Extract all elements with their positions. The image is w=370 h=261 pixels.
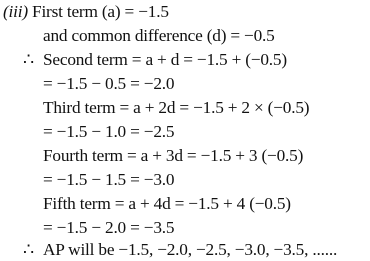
solution-line-2 (43, 26, 275, 46)
second-term-text: Second term = a + d = −1.5 + (−0.5) (43, 50, 287, 69)
fifth-term-text: Fifth term = a + 4d = −1.5 + 4 (−0.5) (43, 194, 291, 213)
solution-line-3 (23, 50, 287, 70)
common-difference-text: and common difference (d) = −0.5 (43, 26, 275, 45)
fourth-term-result: = −1.5 − 1.5 = −3.0 (43, 170, 175, 189)
third-term-text: Third term = a + 2d = −1.5 + 2 × (−0.5) (43, 98, 310, 117)
item-label: (iii) (3, 2, 28, 21)
solution-line-10 (43, 218, 174, 238)
solution-line-1 (3, 2, 169, 22)
ap-conclusion-text: AP will be −1.5, −2.0, −2.5, −3.0, −3.5, ...... (43, 240, 338, 259)
solution-line-7 (43, 146, 303, 166)
solution-line-8 (43, 170, 174, 190)
therefore-symbol: ∴ (23, 50, 34, 69)
third-term-result: = −1.5 − 1.0 = −2.5 (43, 122, 175, 141)
fourth-term-text: Fourth term = a + 3d = −1.5 + 3 (−0.5) (43, 146, 304, 165)
solution-line-5 (43, 98, 309, 118)
fifth-term-result: = −1.5 − 2.0 = −3.5 (43, 218, 175, 237)
solution-line-4 (43, 74, 174, 94)
second-term-result: = −1.5 − 0.5 = −2.0 (43, 74, 175, 93)
solution-line-9 (43, 194, 291, 214)
solution-line-11 (23, 240, 337, 260)
first-term-text: First term (a) = −1.5 (32, 2, 169, 21)
solution-line-6 (43, 122, 174, 142)
therefore-symbol: ∴ (23, 240, 34, 259)
